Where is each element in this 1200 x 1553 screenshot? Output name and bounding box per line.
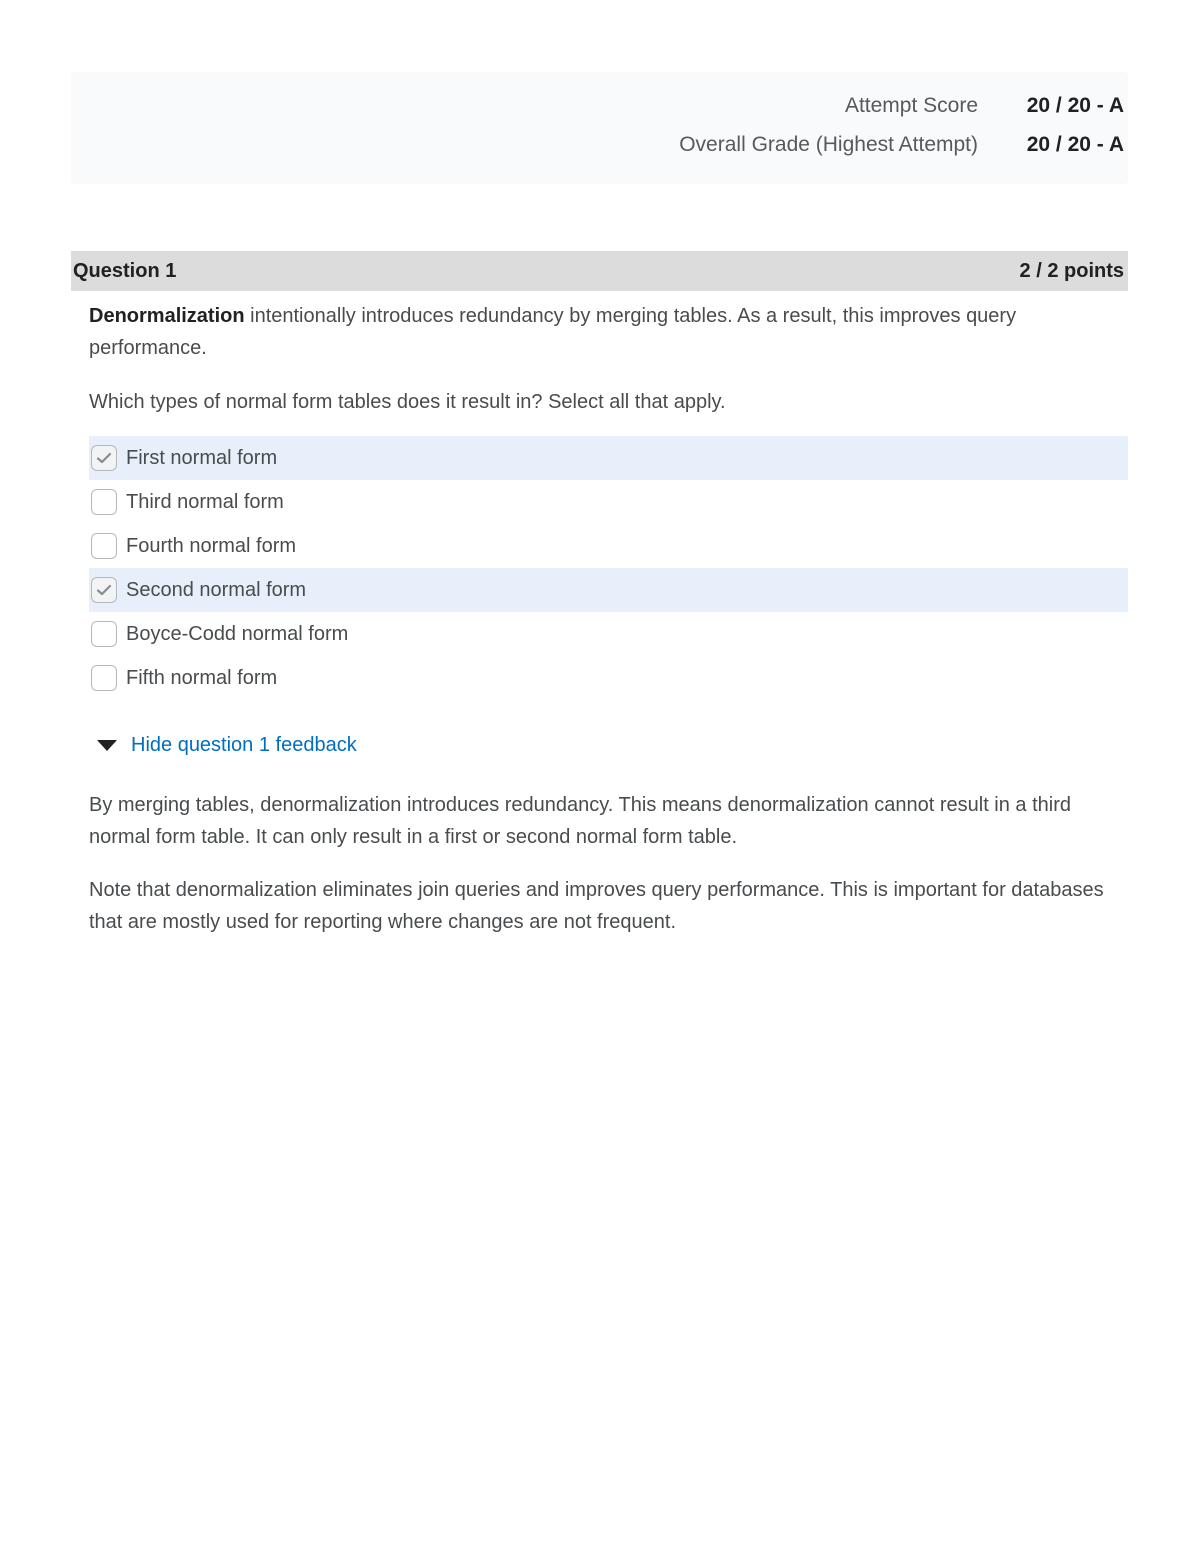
answer-options [89,436,1128,700]
checkbox[interactable] [91,489,117,515]
question-text-rest: intentionally introduces redundancy by merging tables. As a result, this improves query performance. [89,305,1017,359]
question-title: Question 1 [73,259,177,282]
checked-checkbox[interactable] [91,445,117,471]
answer-option-label: Fifth normal form [126,666,278,689]
overall-grade-label: Overall Grade (Highest Attempt) [679,133,978,156]
question-text-bold: Denormalization [89,305,245,327]
answer-option[interactable] [89,612,1128,656]
attempt-score-row [845,92,1124,120]
answer-option-label: Second normal form [126,578,307,601]
score-panel [71,72,1128,184]
answer-option-label: Third normal form [126,490,284,513]
checkmark-icon [95,449,113,467]
attempt-score-label: Attempt Score [844,94,978,117]
overall-grade-row [679,131,1124,159]
answer-option[interactable] [89,436,1128,480]
answer-option-label: Boyce-Codd normal form [126,622,349,645]
answer-option[interactable] [89,656,1128,700]
answer-option[interactable] [89,568,1128,612]
question-text [89,300,1119,364]
answer-option-label: First normal form [126,446,278,469]
question-header [71,251,1128,291]
answer-option[interactable] [89,480,1128,524]
hide-feedback-toggle[interactable] [97,734,357,757]
checkbox[interactable] [91,621,117,647]
checkbox[interactable] [91,665,117,691]
feedback-paragraph: By merging tables, denormalization introduces redundancy. This means denormalization cannot result in a third normal form table. It can only result in a first or second normal form table. [89,794,1072,848]
hide-feedback-link[interactable]: Hide question 1 feedback [131,734,357,756]
attempt-score-value: 20 / 20 - A [1026,94,1124,117]
checkmark-icon [95,581,113,599]
checked-checkbox[interactable] [91,577,117,603]
question-points: 2 / 2 points [1019,259,1124,282]
feedback-paragraph: Note that denormalization eliminates join queries and improves query performance. This is important for databases that are mostly used for reporting where changes are not frequent. [89,879,1104,933]
checkbox[interactable] [91,533,117,559]
answer-option-label: Fourth normal form [126,534,297,557]
caret-down-icon [97,740,117,751]
answer-option[interactable] [89,524,1128,568]
overall-grade-value: 20 / 20 - A [1026,133,1124,156]
question-prompt: Which types of normal form tables does it result in? Select all that apply. [89,391,726,413]
